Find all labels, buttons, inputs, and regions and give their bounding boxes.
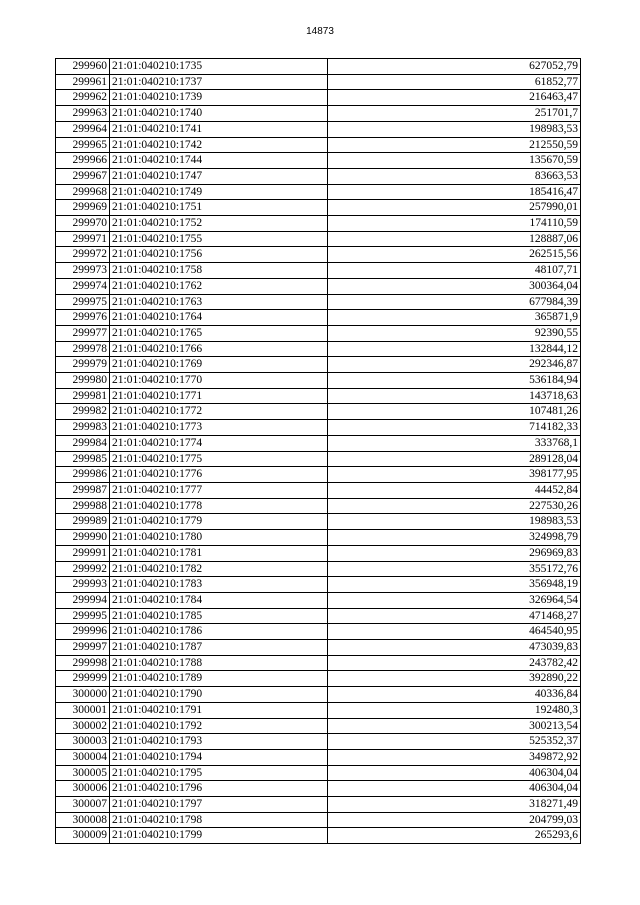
row-number-cell: 299962	[56, 90, 110, 106]
value-cell: 714182,33	[328, 420, 581, 436]
table-row	[56, 718, 581, 734]
row-number-cell: 299981	[56, 388, 110, 404]
cadastral-number-cell: 21:01:040210:1788	[110, 655, 328, 671]
cadastral-number-cell: 21:01:040210:1780	[110, 530, 328, 546]
table-row	[56, 482, 581, 498]
cadastral-number-cell: 21:01:040210:1786	[110, 624, 328, 640]
cadastral-number-cell: 21:01:040210:1756	[110, 247, 328, 263]
cadastral-number-cell: 21:01:040210:1773	[110, 420, 328, 436]
cadastral-number-cell: 21:01:040210:1766	[110, 341, 328, 357]
cadastral-number-cell: 21:01:040210:1787	[110, 640, 328, 656]
value-cell: 292346,87	[328, 357, 581, 373]
table-row	[56, 451, 581, 467]
cadastral-number-cell: 21:01:040210:1790	[110, 687, 328, 703]
value-cell: 464540,95	[328, 624, 581, 640]
row-number-cell: 299991	[56, 545, 110, 561]
value-cell: 356948,19	[328, 577, 581, 593]
value-cell: 300213,54	[328, 718, 581, 734]
row-number-cell: 300000	[56, 687, 110, 703]
cadastral-number-cell: 21:01:040210:1774	[110, 435, 328, 451]
row-number-cell: 299969	[56, 200, 110, 216]
value-cell: 406304,04	[328, 781, 581, 797]
table-row	[56, 561, 581, 577]
table-row	[56, 263, 581, 279]
value-cell: 349872,92	[328, 749, 581, 765]
value-cell: 216463,47	[328, 90, 581, 106]
table-row	[56, 357, 581, 373]
table-row	[56, 341, 581, 357]
cadastral-number-cell: 21:01:040210:1758	[110, 263, 328, 279]
row-number-cell: 299978	[56, 341, 110, 357]
table-row	[56, 137, 581, 153]
value-cell: 392890,22	[328, 671, 581, 687]
table-row	[56, 388, 581, 404]
row-number-cell: 299974	[56, 278, 110, 294]
cadastral-number-cell: 21:01:040210:1784	[110, 592, 328, 608]
table-row	[56, 702, 581, 718]
value-cell: 398177,95	[328, 467, 581, 483]
table-row	[56, 828, 581, 844]
table-row	[56, 294, 581, 310]
value-cell: 44452,84	[328, 482, 581, 498]
row-number-cell: 299967	[56, 168, 110, 184]
value-cell: 198983,53	[328, 121, 581, 137]
row-number-cell: 299983	[56, 420, 110, 436]
table-row	[56, 530, 581, 546]
value-cell: 296969,83	[328, 545, 581, 561]
row-number-cell: 299976	[56, 310, 110, 326]
value-cell: 92390,55	[328, 325, 581, 341]
cadastral-number-cell: 21:01:040210:1765	[110, 325, 328, 341]
table-row	[56, 624, 581, 640]
cadastral-number-cell: 21:01:040210:1737	[110, 74, 328, 90]
row-number-cell: 299980	[56, 373, 110, 389]
table-row	[56, 812, 581, 828]
cadastral-number-cell: 21:01:040210:1785	[110, 608, 328, 624]
row-number-cell: 299960	[56, 59, 110, 75]
table-row	[56, 247, 581, 263]
value-cell: 471468,27	[328, 608, 581, 624]
value-cell: 333768,1	[328, 435, 581, 451]
table-row	[56, 404, 581, 420]
value-cell: 192480,3	[328, 702, 581, 718]
cadastral-number-cell: 21:01:040210:1764	[110, 310, 328, 326]
table-row	[56, 781, 581, 797]
cadastral-number-cell: 21:01:040210:1772	[110, 404, 328, 420]
value-cell: 198983,53	[328, 514, 581, 530]
row-number-cell: 299975	[56, 294, 110, 310]
value-cell: 300364,04	[328, 278, 581, 294]
value-cell: 135670,59	[328, 153, 581, 169]
row-number-cell: 300002	[56, 718, 110, 734]
row-number-cell: 299995	[56, 608, 110, 624]
value-cell: 212550,59	[328, 137, 581, 153]
row-number-cell: 300004	[56, 749, 110, 765]
cadastral-number-cell: 21:01:040210:1777	[110, 482, 328, 498]
cadastral-number-cell: 21:01:040210:1751	[110, 200, 328, 216]
row-number-cell: 299961	[56, 74, 110, 90]
table-row	[56, 373, 581, 389]
table-row	[56, 592, 581, 608]
row-number-cell: 300003	[56, 734, 110, 750]
cadastral-number-cell: 21:01:040210:1742	[110, 137, 328, 153]
table-row	[56, 608, 581, 624]
cadastral-number-cell: 21:01:040210:1762	[110, 278, 328, 294]
value-cell: 318271,49	[328, 797, 581, 813]
value-cell: 48107,71	[328, 263, 581, 279]
row-number-cell: 299964	[56, 121, 110, 137]
cadastral-number-cell: 21:01:040210:1783	[110, 577, 328, 593]
table-row	[56, 74, 581, 90]
row-number-cell: 299979	[56, 357, 110, 373]
cadastral-number-cell: 21:01:040210:1791	[110, 702, 328, 718]
value-cell: 128887,06	[328, 231, 581, 247]
row-number-cell: 299989	[56, 514, 110, 530]
value-cell: 174110,59	[328, 216, 581, 232]
value-cell: 61852,77	[328, 74, 581, 90]
value-cell: 326964,54	[328, 592, 581, 608]
cadastral-number-cell: 21:01:040210:1741	[110, 121, 328, 137]
cadastral-number-cell: 21:01:040210:1739	[110, 90, 328, 106]
row-number-cell: 300005	[56, 765, 110, 781]
row-number-cell: 299988	[56, 498, 110, 514]
table-row	[56, 435, 581, 451]
cadastral-number-cell: 21:01:040210:1747	[110, 168, 328, 184]
table-body	[56, 59, 581, 844]
cadastral-number-cell: 21:01:040210:1789	[110, 671, 328, 687]
cadastral-number-cell: 21:01:040210:1781	[110, 545, 328, 561]
table-row	[56, 765, 581, 781]
row-number-cell: 299982	[56, 404, 110, 420]
row-number-cell: 299999	[56, 671, 110, 687]
row-number-cell: 299977	[56, 325, 110, 341]
value-cell: 365871,9	[328, 310, 581, 326]
table-row	[56, 577, 581, 593]
value-cell: 143718,63	[328, 388, 581, 404]
value-cell: 262515,56	[328, 247, 581, 263]
row-number-cell: 299998	[56, 655, 110, 671]
table-row	[56, 153, 581, 169]
table-row	[56, 59, 581, 75]
row-number-cell: 299972	[56, 247, 110, 263]
table-row	[56, 545, 581, 561]
value-cell: 473039,83	[328, 640, 581, 656]
value-cell: 406304,04	[328, 765, 581, 781]
row-number-cell: 299965	[56, 137, 110, 153]
row-number-cell: 299986	[56, 467, 110, 483]
cadastral-number-cell: 21:01:040210:1735	[110, 59, 328, 75]
row-number-cell: 299996	[56, 624, 110, 640]
value-cell: 132844,12	[328, 341, 581, 357]
value-cell: 525352,37	[328, 734, 581, 750]
value-cell: 83663,53	[328, 168, 581, 184]
cadastral-number-cell: 21:01:040210:1778	[110, 498, 328, 514]
table-row	[56, 655, 581, 671]
cadastral-number-cell: 21:01:040210:1798	[110, 812, 328, 828]
value-cell: 251701,7	[328, 106, 581, 122]
cadastral-number-cell: 21:01:040210:1796	[110, 781, 328, 797]
value-cell: 257990,01	[328, 200, 581, 216]
value-cell: 185416,47	[328, 184, 581, 200]
cadastral-number-cell: 21:01:040210:1749	[110, 184, 328, 200]
row-number-cell: 299994	[56, 592, 110, 608]
cadastral-number-cell: 21:01:040210:1799	[110, 828, 328, 844]
table-row	[56, 640, 581, 656]
table-row	[56, 216, 581, 232]
value-cell: 627052,79	[328, 59, 581, 75]
row-number-cell: 299963	[56, 106, 110, 122]
value-cell: 243782,42	[328, 655, 581, 671]
table-row	[56, 498, 581, 514]
cadastral-number-cell: 21:01:040210:1775	[110, 451, 328, 467]
value-cell: 107481,26	[328, 404, 581, 420]
row-number-cell: 299992	[56, 561, 110, 577]
row-number-cell: 300008	[56, 812, 110, 828]
cadastral-number-cell: 21:01:040210:1771	[110, 388, 328, 404]
cadastral-number-cell: 21:01:040210:1744	[110, 153, 328, 169]
table-row	[56, 231, 581, 247]
value-cell: 204799,03	[328, 812, 581, 828]
row-number-cell: 300009	[56, 828, 110, 844]
table-row	[56, 184, 581, 200]
row-number-cell: 299985	[56, 451, 110, 467]
cadastral-number-cell: 21:01:040210:1797	[110, 797, 328, 813]
table-row	[56, 687, 581, 703]
row-number-cell: 299973	[56, 263, 110, 279]
cadastral-number-cell: 21:01:040210:1770	[110, 373, 328, 389]
table-row	[56, 749, 581, 765]
cadastral-number-cell: 21:01:040210:1755	[110, 231, 328, 247]
row-number-cell: 299966	[56, 153, 110, 169]
cadastral-number-cell: 21:01:040210:1752	[110, 216, 328, 232]
row-number-cell: 299987	[56, 482, 110, 498]
page-number: 14873	[306, 26, 334, 37]
value-cell: 677984,39	[328, 294, 581, 310]
table-row	[56, 310, 581, 326]
value-cell: 289128,04	[328, 451, 581, 467]
cadastral-number-cell: 21:01:040210:1793	[110, 734, 328, 750]
cadastral-number-cell: 21:01:040210:1792	[110, 718, 328, 734]
table-row	[56, 106, 581, 122]
table-row	[56, 734, 581, 750]
table-row	[56, 797, 581, 813]
value-cell: 40336,84	[328, 687, 581, 703]
row-number-cell: 299971	[56, 231, 110, 247]
row-number-cell: 299970	[56, 216, 110, 232]
row-number-cell: 299993	[56, 577, 110, 593]
value-cell: 227530,26	[328, 498, 581, 514]
row-number-cell: 299968	[56, 184, 110, 200]
row-number-cell: 300007	[56, 797, 110, 813]
cadastral-number-cell: 21:01:040210:1763	[110, 294, 328, 310]
table-row	[56, 90, 581, 106]
cadastral-number-cell: 21:01:040210:1795	[110, 765, 328, 781]
value-cell: 536184,94	[328, 373, 581, 389]
cadastral-number-cell: 21:01:040210:1740	[110, 106, 328, 122]
table-row	[56, 514, 581, 530]
table-row	[56, 278, 581, 294]
row-number-cell: 300001	[56, 702, 110, 718]
table-row	[56, 325, 581, 341]
row-number-cell: 299997	[56, 640, 110, 656]
cadastral-number-cell: 21:01:040210:1782	[110, 561, 328, 577]
row-number-cell: 299984	[56, 435, 110, 451]
cadastral-number-cell: 21:01:040210:1769	[110, 357, 328, 373]
cadastral-number-cell: 21:01:040210:1794	[110, 749, 328, 765]
value-cell: 324998,79	[328, 530, 581, 546]
cadastral-value-table	[55, 58, 581, 844]
cadastral-number-cell: 21:01:040210:1779	[110, 514, 328, 530]
value-cell: 265293,6	[328, 828, 581, 844]
row-number-cell: 299990	[56, 530, 110, 546]
table-row	[56, 467, 581, 483]
table-row	[56, 200, 581, 216]
row-number-cell: 300006	[56, 781, 110, 797]
cadastral-number-cell: 21:01:040210:1776	[110, 467, 328, 483]
table-row	[56, 168, 581, 184]
table-row	[56, 121, 581, 137]
table-row	[56, 420, 581, 436]
table-row	[56, 671, 581, 687]
value-cell: 355172,76	[328, 561, 581, 577]
